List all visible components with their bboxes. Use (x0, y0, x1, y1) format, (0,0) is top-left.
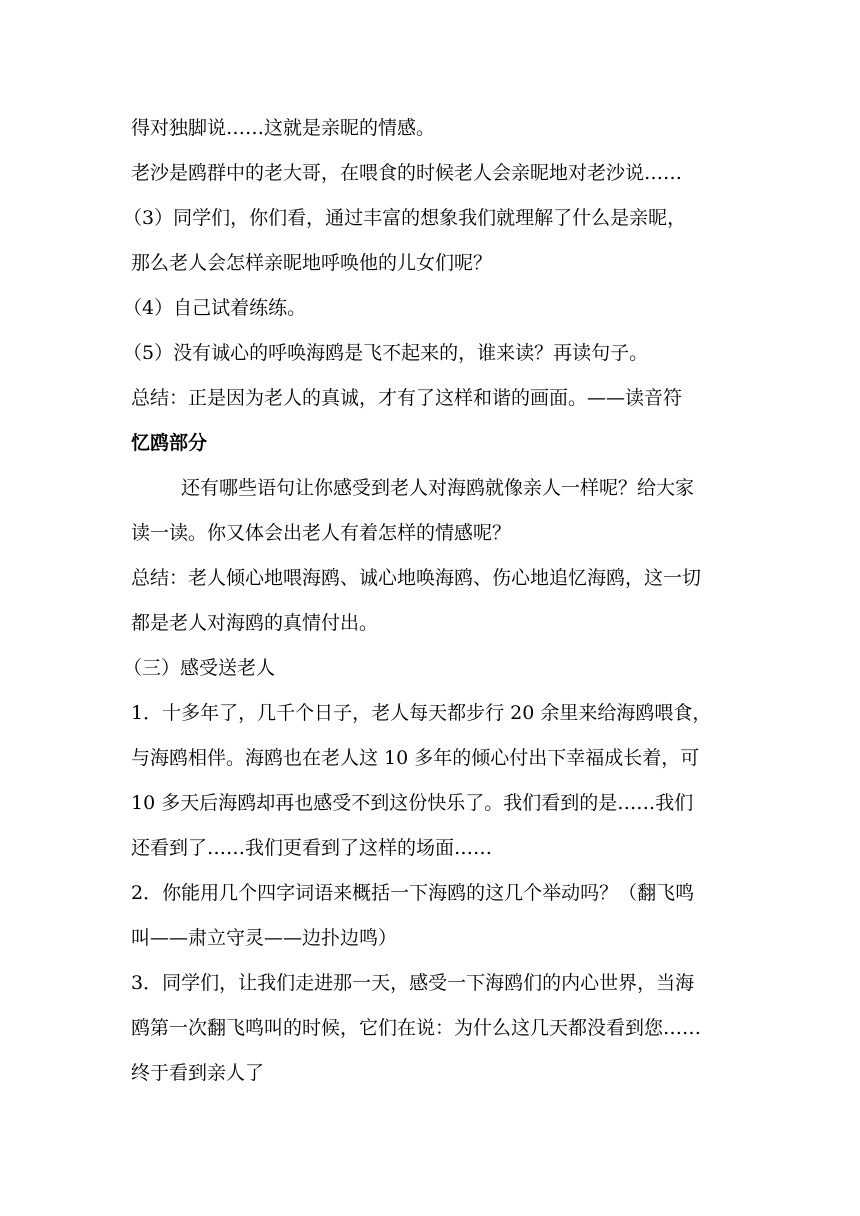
text-line: （3）同学们，你们看，通过丰富的想象我们就理解了什么是亲昵， (123, 207, 687, 229)
text-line: 终于看到亲人了 (131, 1062, 265, 1084)
section-heading: 忆鸥部分 (131, 432, 208, 454)
text-line: 还看到了……我们更看到了这样的场面…… (131, 837, 493, 859)
text-line: （4）自己试着练练。 (123, 297, 307, 319)
text-line: 10 多天后海鸥却再也感受不到这份快乐了。我们看到的是……我们 (131, 792, 694, 814)
text-line: 得对独脚说……这就是亲昵的情感。 (131, 117, 436, 139)
text-line: 老沙是鸥群中的老大哥，在喂食的时候老人会亲昵地对老沙说…… (131, 162, 683, 184)
section-subheading: （三）感受送老人 (123, 657, 276, 679)
text-line: 叫——肃立守灵——边扑边鸣） (131, 927, 398, 949)
text-line: 2．你能用几个四字词语来概括一下海鸥的这几个举动吗？（翻飞鸣 (131, 882, 695, 904)
text-line: 总结：老人倾心地喂海鸥、诚心地唤海鸥、伤心地追忆海鸥，这一切 (131, 567, 702, 589)
text-line: 3．同学们，让我们走进那一天，感受一下海鸥们的内心世界，当海 (131, 972, 695, 994)
text-line: （5）没有诚心的呼唤海鸥是飞不起来的，谁来读？再读句子。 (123, 342, 649, 364)
text-line: 还有哪些语句让你感受到老人对海鸥就像亲人一样呢？给大家 (181, 477, 695, 499)
text-line: 1．十多年了，几千个日子，老人每天都步行 20 余里来给海鸥喂食， (131, 702, 712, 724)
text-line: 鸥第一次翻飞鸣叫的时候，它们在说：为什么这几天都没看到您…… (131, 1017, 702, 1039)
text-line: 都是老人对海鸥的真情付出。 (131, 612, 379, 634)
text-line: 那么老人会怎样亲昵地呼唤他的儿女们呢？ (131, 252, 493, 274)
text-line: 与海鸥相伴。海鸥也在老人这 10 多年的倾心付出下幸福成长着，可 (131, 747, 700, 769)
text-line: 读一读。你又体会出老人有着怎样的情感呢？ (131, 522, 512, 544)
text-line: 总结：正是因为老人的真诚，才有了这样和谐的画面。——读音符 (131, 387, 683, 409)
